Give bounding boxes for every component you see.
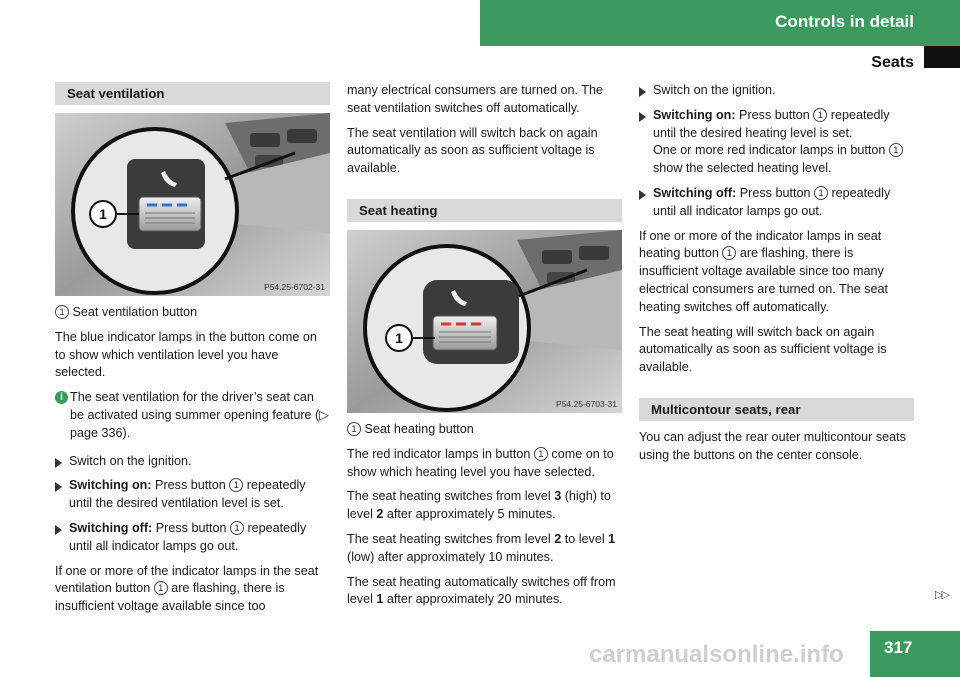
callout-number: 1 — [814, 186, 828, 200]
paragraph: If one or more of the indicator lamps in the seat ventilation button 1 are flashing, there is insufficient voltage available since too — [55, 563, 319, 614]
figure-code: P54.25-6703-31 — [556, 398, 617, 409]
section-title: Seats — [871, 54, 914, 71]
figure-code: P54.25-6702-31 — [264, 282, 325, 292]
figure-callout: 1 — [395, 329, 403, 346]
step: Switching on: Press button 1 repeatedly until the desired ventilation level is set. — [55, 477, 330, 513]
column-3 — [639, 82, 914, 472]
paragraph: The seat heating will switch back on again automatically as soon as sufficient voltage is available. — [639, 324, 887, 375]
arrow-icon — [55, 525, 62, 535]
arrow-icon — [639, 190, 646, 200]
column-2 — [347, 82, 622, 616]
paragraph: The red indicator lamps in button 1 come on to show which heating level you have selected. — [347, 446, 614, 479]
info-note: i The seat ventilation for the driver’s seat can be activated using summer opening feature (▷ page 336). — [55, 389, 330, 442]
seat-ventilation-illustration — [55, 113, 330, 296]
callout-number: 1 — [55, 305, 69, 319]
paragraph: The seat heating switches from level 2 to level 1 (low) after approximately 10 minutes. — [347, 531, 616, 564]
step: Switching off: Press button 1 repeatedly until all indicator lamps go out. — [639, 185, 914, 221]
callout-number: 1 — [230, 521, 244, 535]
heading-seat-heating: Seat heating — [347, 199, 622, 222]
step: Switch on the ignition. — [639, 82, 914, 100]
arrow-icon — [55, 482, 62, 492]
caption: 1 Seat ventilation button — [55, 304, 330, 322]
page-number: 317 — [884, 638, 913, 657]
paragraph: The seat ventilation will switch back on again automatically as soon as sufficient voltage is available. — [347, 125, 598, 176]
callout-number: 1 — [813, 108, 827, 122]
paragraph: many electrical consumers are turned on. The seat ventilation switches off automatically. — [347, 83, 603, 115]
watermark: carmanualsonline.info — [589, 641, 844, 668]
continued-marker: ▷▷ — [935, 589, 948, 601]
paragraph: The blue indicator lamps in the button come on to show which ventilation level you have selected. — [55, 329, 317, 380]
step: Switching on: Press button 1 repeatedly until the desired heating level is set. One or more red indicator lamps in button 1 show the selected heating level. — [639, 107, 914, 178]
column-1 — [55, 82, 330, 623]
step: Switch on the ignition. — [55, 453, 330, 471]
seat-heating-illustration — [347, 230, 622, 413]
arrow-icon — [639, 112, 646, 122]
section-tab — [924, 46, 960, 68]
step: Switching off: Press button 1 repeatedly until all indicator lamps go out. — [55, 520, 330, 556]
callout-number: 1 — [889, 143, 903, 157]
figure-seat-heating — [347, 230, 622, 413]
callout-number: 1 — [154, 581, 168, 595]
figure-callout: 1 — [99, 206, 107, 222]
caption: 1 Seat heating button — [347, 421, 622, 439]
chapter-title: Controls in detail — [775, 12, 914, 31]
callout-number: 1 — [722, 246, 736, 260]
paragraph: The seat heating automatically switches off from level 1 after approximately 20 minutes. — [347, 574, 616, 607]
paragraph: The seat heating switches from level 3 (high) to level 2 after approximately 5 minutes. — [347, 489, 611, 522]
paragraph: If one or more of the indicator lamps in seat heating button 1 are flashing, there is insufficient voltage available since too many electrical consumers are turned on. The seat heating switches off automatically. — [639, 228, 888, 314]
info-icon: i — [55, 391, 68, 404]
paragraph: You can adjust the rear outer multicontour seats using the buttons on the center console. — [639, 429, 906, 462]
heading-seat-ventilation: Seat ventilation — [55, 82, 330, 105]
figure-seat-ventilation — [55, 113, 330, 296]
arrow-icon — [639, 87, 646, 97]
callout-number: 1 — [347, 422, 361, 436]
callout-number: 1 — [229, 478, 243, 492]
arrow-icon — [55, 458, 62, 468]
callout-number: 1 — [534, 447, 548, 461]
heading-multicontour-seats-rear: Multicontour seats, rear — [639, 398, 914, 421]
